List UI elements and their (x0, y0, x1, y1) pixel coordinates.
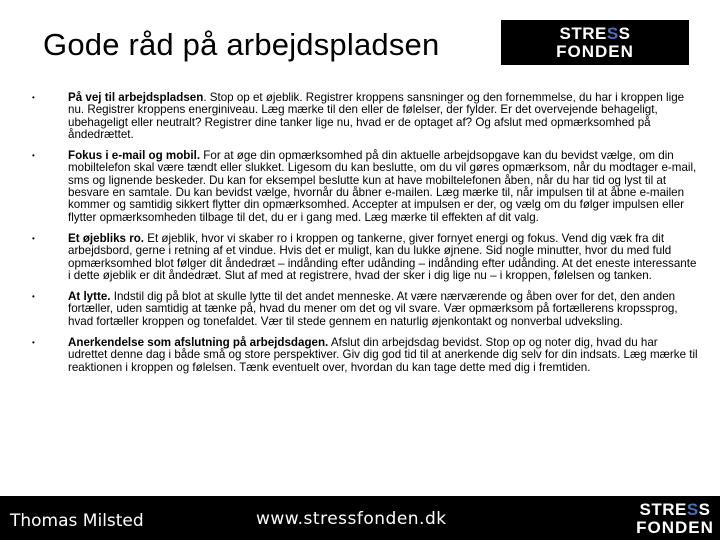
footer-url[interactable]: www.stressfonden.dk (256, 509, 447, 529)
logo-line-2: FONDEN (556, 42, 634, 61)
footer-bar (0, 496, 720, 540)
list-item (32, 337, 700, 374)
item-heading: Fokus i e-mail og mobil. (68, 149, 201, 163)
item-body: Indstil dig på blot at skulle lytte til det andet menneske. At være nærværende og åben over for det, den anden fortæller, uden samtidig at tænke på, hvad du mener om det og vil svare. Vær opmærksom på fortællerens kropssprog, hvad fortæller kroppen og tonefaldet. Vær til stede gennem en naturlig øjenkontakt og nonverbal udveksling. (68, 290, 678, 328)
item-body: Afslut din arbejdsdag bevidst. Stop op og noter dig, hvad du har udrettet denne dag i både små og store perspektiver. Giv dig god tid til at anerkende dig selv for din indsats. Læg mærke til reaktionen i kroppen og følelsen. Tænk eventuelt over, hvordan du kan tage dette med dig i fremtiden. (68, 336, 698, 374)
bullet-list (32, 92, 700, 383)
stressfonden-logo-footer (630, 496, 720, 540)
slide-title: Gode råd på arbejdspladsen (43, 27, 440, 62)
footer-author: Thomas Milsted (10, 511, 144, 531)
item-body: Et øjeblik, hvor vi skaber ro i kroppen og tankerne, giver fornyet energi og fokus. Vend dig væk fra dit arbejdsbord, gerne i retning af et vindue. Hvis det er muligt, kan du lukke øjnene. Sid nogle minutter, hvor du med fuld opmærksomhed blot følger dit åndedræt – indånding efter udånding – indånding efter udånding. At det eneste interessante i dette øjeblik er dit åndedræt. Slut af med at registrere, hvad der sker i dig lige nu – i kroppen, følelsen og tanken. (68, 231, 697, 282)
logo-line-1: STRESS (559, 24, 631, 43)
bullet-icon: • (32, 151, 35, 161)
item-body: For at øge din opmærksomhed på din aktuelle arbejdsopgave kan du bevidst vælge, om din mobiltelefon skal være tændt eller slukket. Ligesom du kan beslutte, om du vil gøres opmærksom, når du modtager e-mail, sms og lignende beskeder. Du kan for eksempel beslutte kun at have mobiltelefonen åben, når du har tid og lyst til at besvare en samtale. Du kan bevidst vælge, hvornår du åbner e-mailen. Læg mærke til, når impulsen til at åbne e-mailen kommer og samtidig sikkert flytter din opmærksomhed. Accepter at impulsen er der, og vælg om du følger impulsen eller flytter opmærksomheden tilbage til det, du er i gang med. Læg mærke til effekten af dit valg. (68, 149, 697, 224)
logo-line-2: FONDEN (636, 517, 714, 537)
item-body: . Stop op et øjeblik. Registrer kroppens sansninger og den fornemmelse, du har i kroppen lige nu. Registrer kroppens energiniveau. Læg mærke til den eller de følelser, der fylder. Er det overvejende behageligt, ubehageligt eller neutralt? Registrer dine tanker lige nu, hvad er de optaget af? Og afslut med opmærksomhed på åndedrættet. (68, 91, 685, 141)
bullet-icon: • (32, 233, 35, 243)
bullet-icon: • (32, 338, 35, 348)
item-heading: Anerkendelse som afslutning på arbejdsdagen. (68, 336, 329, 350)
list-item (32, 150, 700, 224)
item-heading: At lytte. (68, 290, 111, 304)
list-item (32, 291, 700, 328)
logo-line-1: STRESS (639, 499, 711, 519)
bullet-icon: • (32, 93, 35, 102)
item-heading: Et øjebliks ro. (68, 231, 145, 245)
list-item (32, 92, 700, 141)
list-item (32, 233, 700, 282)
item-heading: På vej til arbejdspladsen (68, 91, 204, 104)
bullet-icon: • (32, 292, 35, 302)
stressfonden-logo (501, 20, 689, 65)
